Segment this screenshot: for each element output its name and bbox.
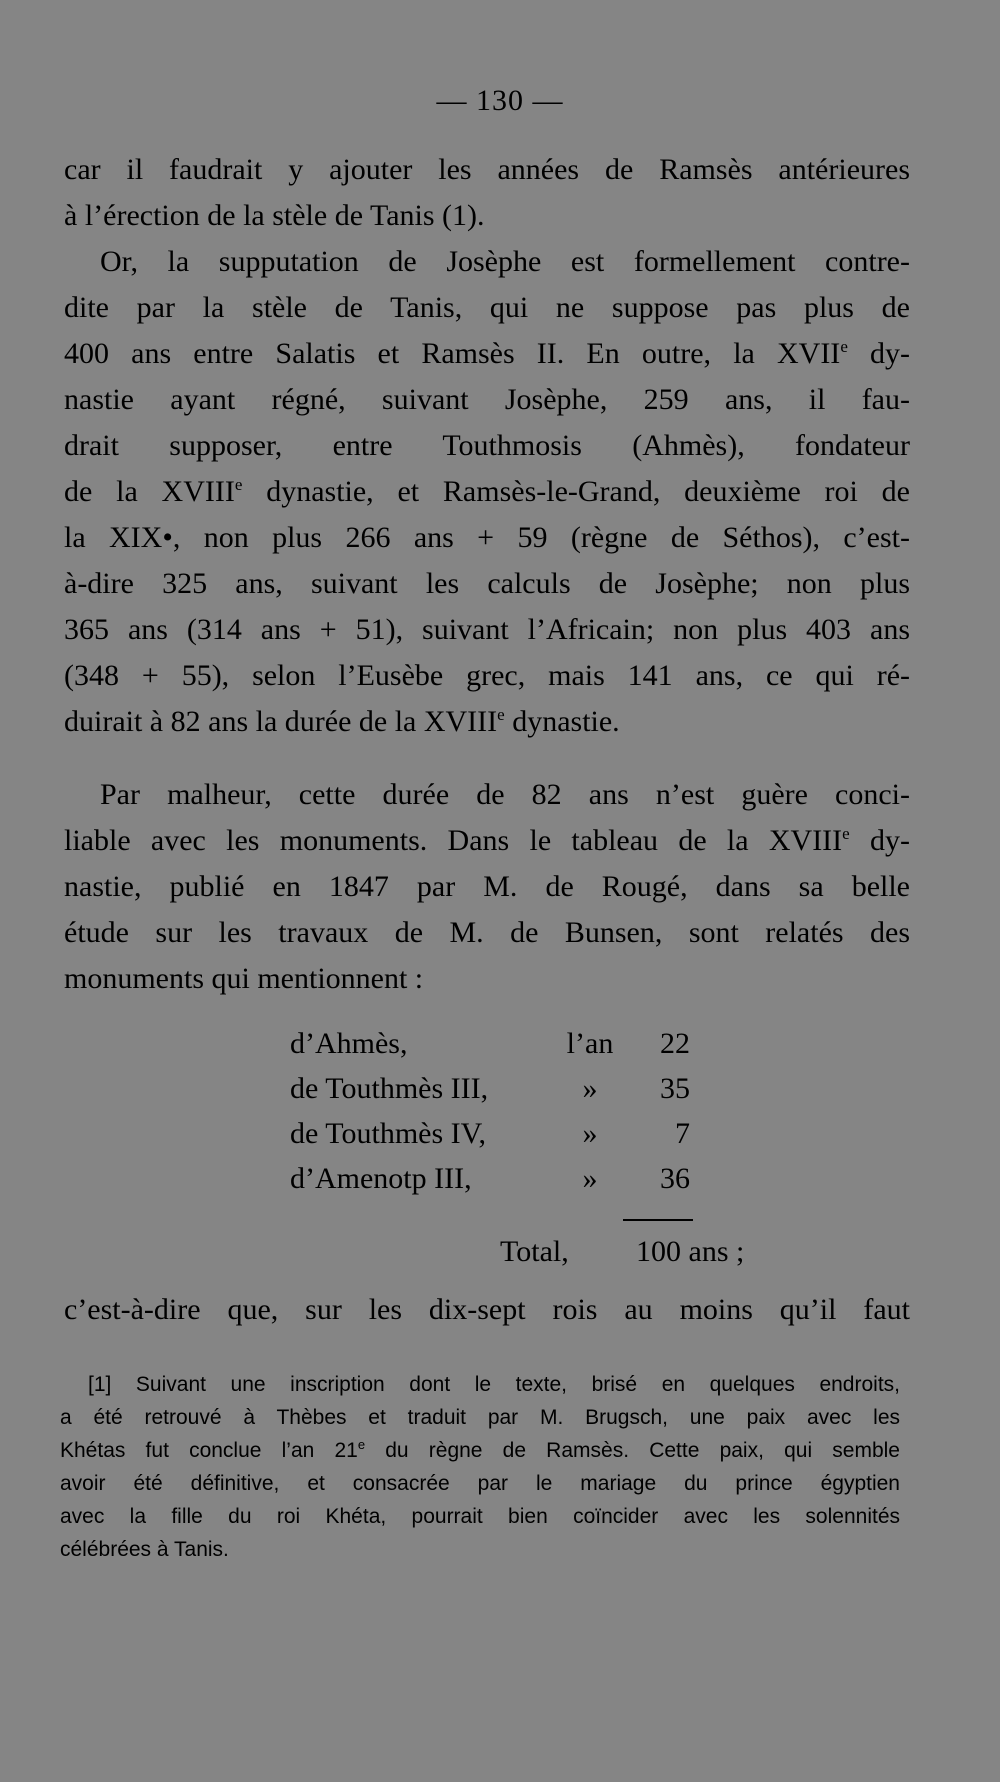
text-line: étude sur les travaux de M. de Bunsen, sont relatés des: [64, 916, 910, 949]
table-row: [0, 1114, 1000, 1154]
text-segment: dynastie.: [504, 705, 620, 738]
text-segment: Khétas fut conclue l’an 21: [60, 1439, 358, 1462]
text-line: [64, 822, 910, 860]
table-row: [0, 1069, 1000, 1109]
footnote-line: avoir été définitive, et consacrée par le mariage du prince égyptien: [60, 1472, 900, 1495]
year-value: 7: [675, 1117, 690, 1150]
text-segment: dy-: [849, 824, 910, 857]
text-line: (348 + 55), selon l’Eusèbe grec, mais 141 ans, ce qui ré-: [64, 659, 910, 692]
text-line: dite par la stèle de Tanis, qui ne suppose pas plus de: [64, 291, 910, 324]
king-name: d’Amenotp III,: [290, 1162, 472, 1195]
text-line: [64, 703, 910, 741]
year-value: 22: [660, 1027, 690, 1060]
text-line: 365 ans (314 ans + 51), suivant l’Africain; non plus 403 ans: [64, 613, 910, 646]
superscript: e: [842, 824, 850, 843]
text-line: car il faudrait y ajouter les années de Ramsès antérieures: [64, 153, 910, 186]
text-line: monuments qui mentionnent :: [64, 962, 424, 995]
footnote-line: avec la fille du roi Khéta, pourrait bien coïncider avec les solennités: [60, 1505, 900, 1528]
total-value: 100 ans ;: [636, 1235, 745, 1268]
year-label: »: [582, 1117, 598, 1150]
text-segment: du règne de Ramsès. Cette paix, qui semble: [365, 1439, 900, 1462]
text-line: nastie ayant régné, suivant Josèphe, 259 ans, il fau-: [64, 383, 910, 416]
text-line: Or, la supputation de Josèphe est formellement contre-: [100, 245, 910, 278]
footnote-line: célébrées à Tanis.: [60, 1538, 229, 1561]
year-label: »: [582, 1072, 598, 1105]
year-label: l’an: [566, 1027, 614, 1060]
text-line: [64, 335, 910, 373]
total-row: [0, 1232, 1000, 1272]
footnote-line: [1] Suivant une inscription dont le texte, brisé en quelques endroits,: [88, 1373, 900, 1396]
total-divider: [623, 1219, 693, 1221]
superscript: e: [357, 1437, 366, 1452]
year-label: »: [582, 1162, 598, 1195]
text-segment: liable avec les monuments. Dans le tableau de la XVIII: [64, 824, 843, 857]
text-line: drait supposer, entre Touthmosis (Ahmès), fondateur: [64, 429, 910, 462]
text-line: à-dire 325 ans, suivant les calculs de Josèphe; non plus: [64, 567, 910, 600]
superscript: e: [234, 475, 243, 494]
table-row: [0, 1024, 1000, 1064]
text-line: Par malheur, cette durée de 82 ans n’est guère conci-: [100, 778, 910, 811]
text-line: la XIX•, non plus 266 ans + 59 (règne de Séthos), c’est-: [64, 521, 910, 554]
footnote-line: [60, 1437, 900, 1465]
text-line: à l’érection de la stèle de Tanis (1).: [64, 199, 485, 232]
text-segment: dynastie, et Ramsès-le-Grand, deuxième roi de: [242, 475, 910, 508]
king-name: de Touthmès IV,: [290, 1117, 486, 1150]
text-segment: 400 ans entre Salatis et Ramsès II. En outre, la XVII: [64, 337, 841, 370]
total-label: Total,: [500, 1235, 569, 1268]
king-name: d’Ahmès,: [290, 1027, 408, 1060]
year-value: 36: [660, 1162, 690, 1195]
text-segment: duirait à 82 ans la durée de la XVIII: [64, 705, 498, 738]
superscript: e: [840, 337, 848, 356]
king-name: de Touthmès III,: [290, 1072, 489, 1105]
text-segment: de la XVIII: [64, 475, 235, 508]
text-line: [64, 473, 910, 511]
text-line: nastie, publié en 1847 par M. de Rougé, dans sa belle: [64, 870, 910, 903]
table-row: [0, 1159, 1000, 1199]
page-number: — 130 —: [436, 84, 564, 117]
footnote-line: a été retrouvé à Thèbes et traduit par M. Brugsch, une paix avec les: [60, 1406, 900, 1429]
year-value: 35: [660, 1072, 690, 1105]
text-line: c’est-à-dire que, sur les dix-sept rois au moins qu’il faut: [64, 1293, 910, 1326]
superscript: e: [497, 705, 505, 724]
text-segment: dy-: [847, 337, 910, 370]
